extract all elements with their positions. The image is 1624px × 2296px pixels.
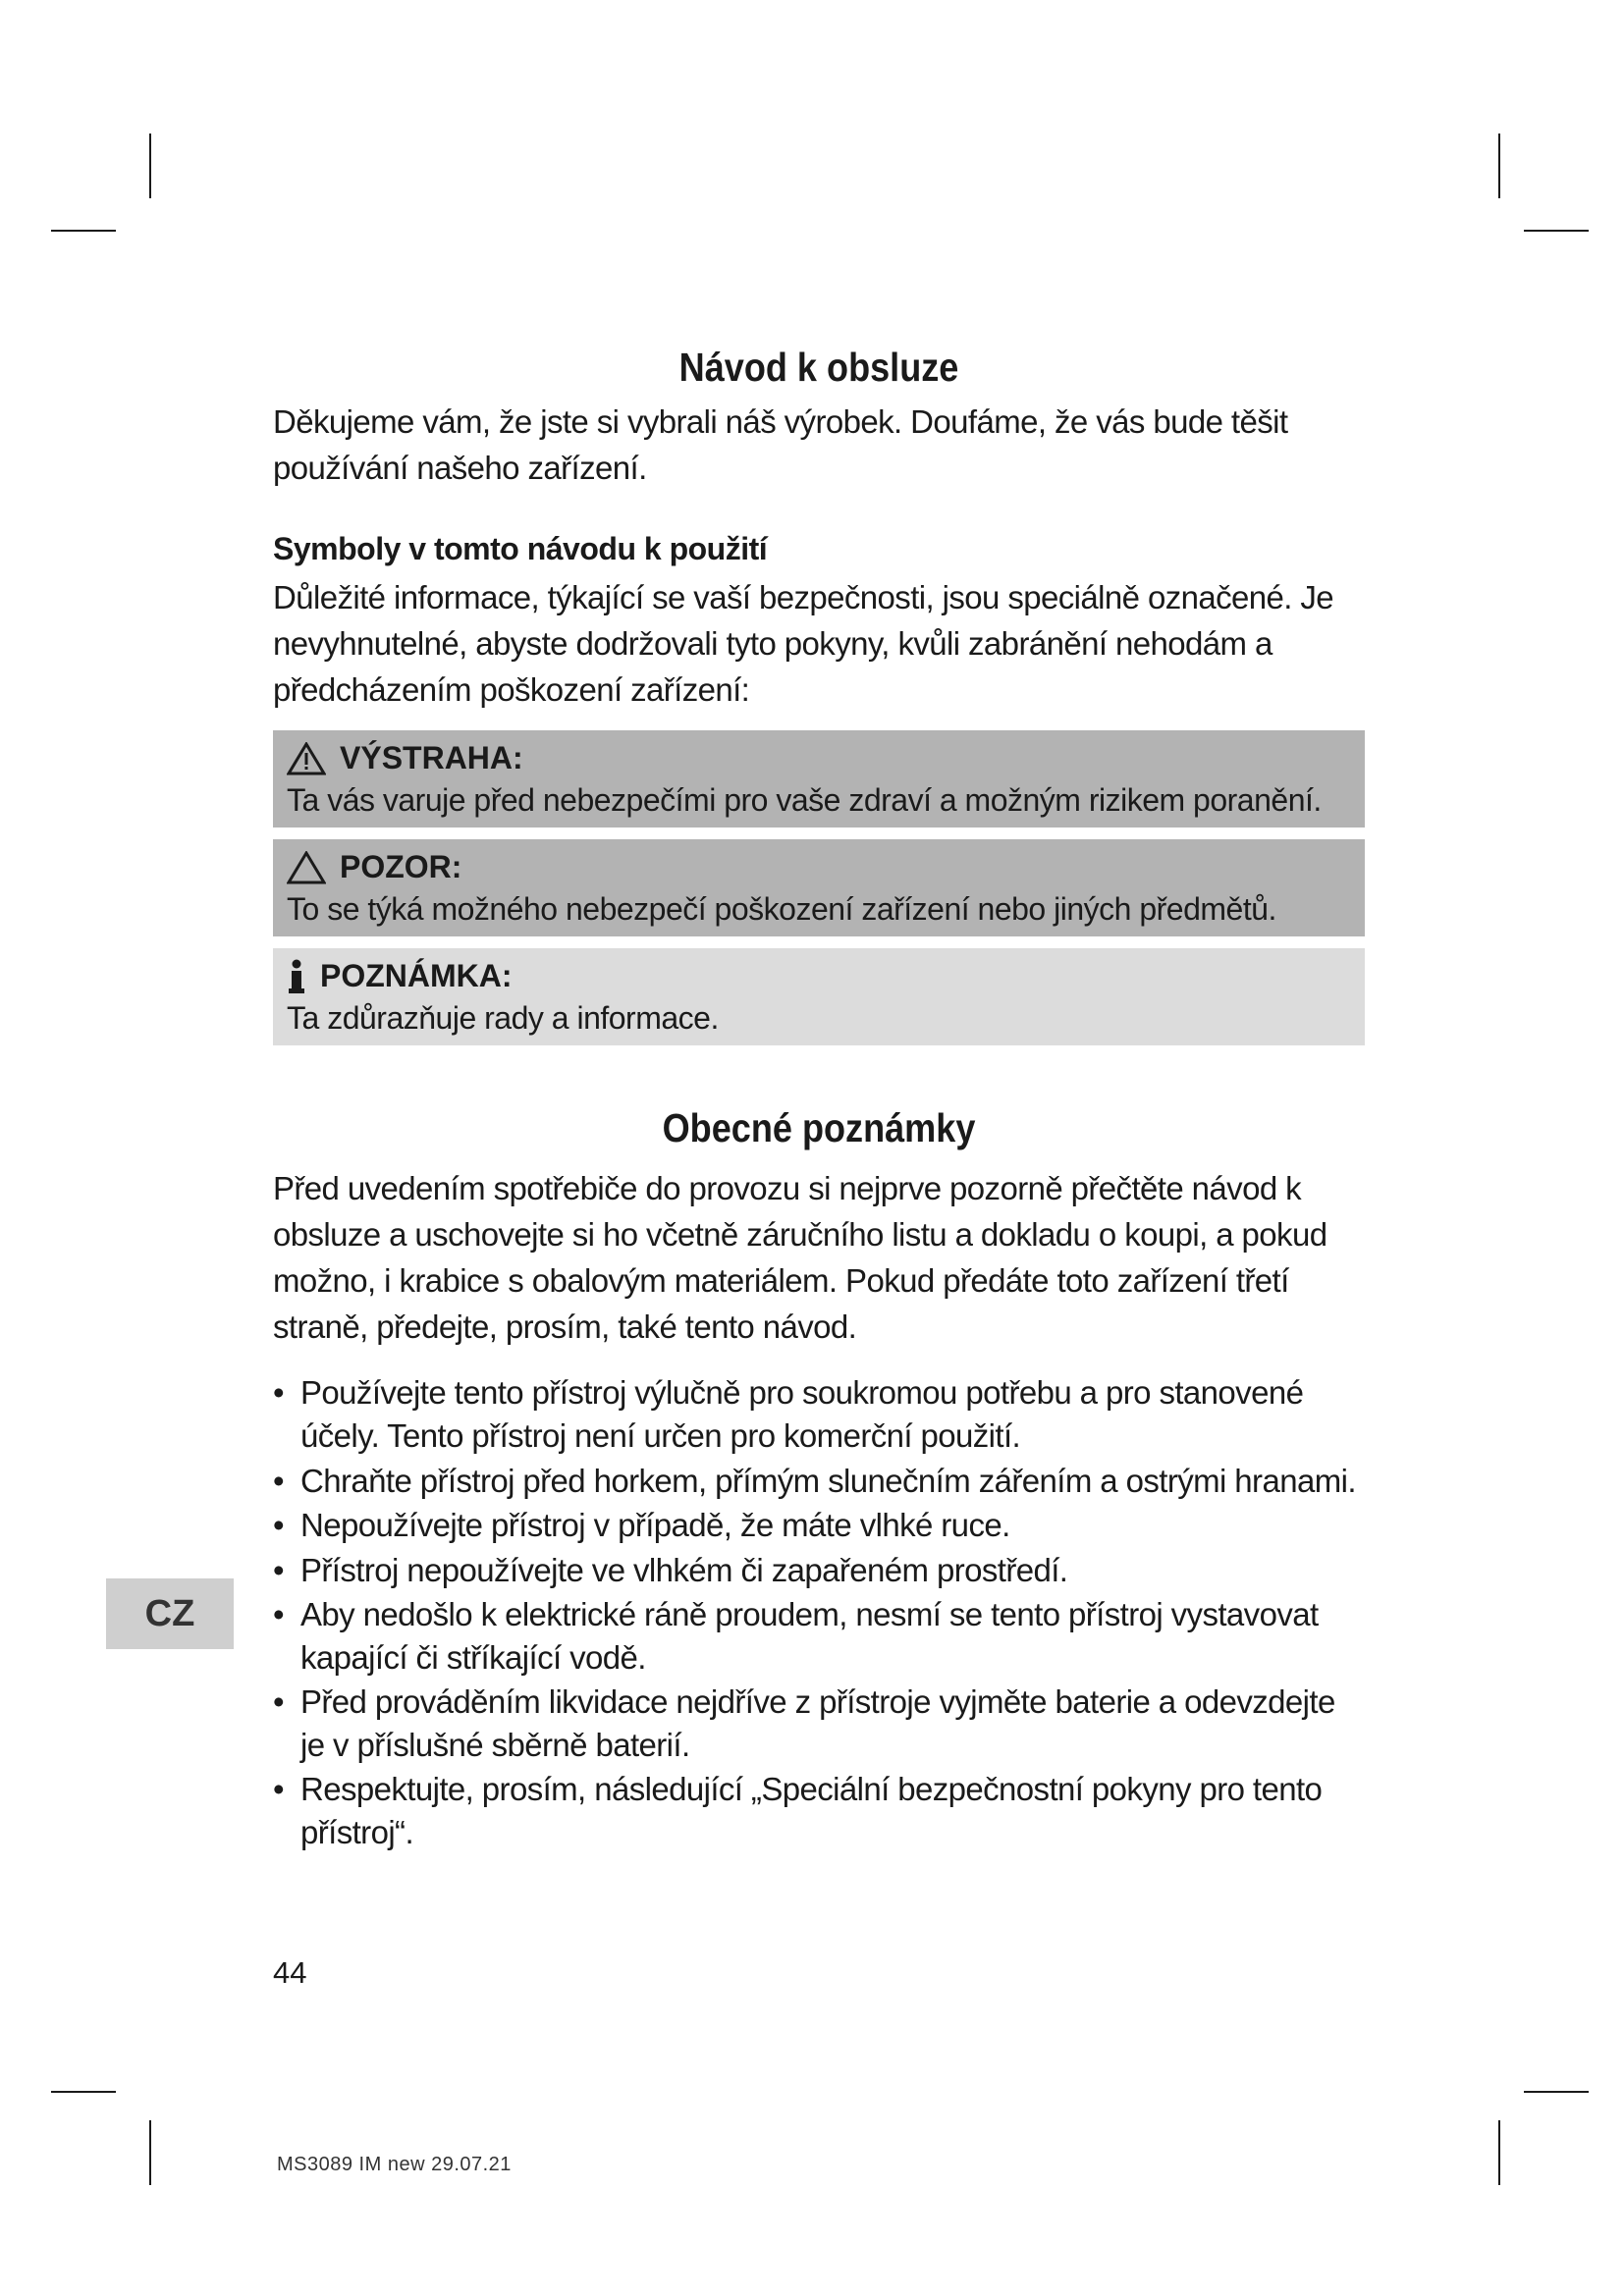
print-footer: MS3089 IM new 29.07.21 [277, 2154, 512, 2175]
note-title: POZNÁMKA: [320, 958, 513, 994]
list-item: • Aby nedošlo k elektrické ráně proudem, nesmí se tento přístroj vystavovat kapající či stříkající vodě. [273, 1596, 1319, 1676]
list-item: • Před prováděním likvidace nejdříve z přístroje vyjměte baterie a odevzdejte je v příslušné sběrně baterií. [273, 1683, 1335, 1763]
warning-title: VÝSTRAHA: [340, 740, 523, 776]
manual-content [273, 344, 1365, 1855]
language-tab: CZ [106, 1578, 234, 1649]
warning-icon [287, 742, 326, 775]
caution-title: POZOR: [340, 849, 462, 885]
list-item: • Používejte tento přístroj výlučně pro soukromou potřebu a pro stanovené účely. Tento přístroj není určen pro komerční použití. [273, 1374, 1304, 1454]
general-intro: Před uvedením spotřebiče do provozu si nejprve pozorně přečtěte návod k obsluze a uschovejte si ho včetně záručního listu a dokladu o koupi, a pokud možno, i krabice s obalovým materiálem. Pokud předáte toto zařízení třetí straně, předejte, prosím, také tento návod. [273, 1170, 1327, 1345]
crop-mark [1524, 230, 1589, 232]
crop-mark [149, 133, 151, 198]
caution-notice [273, 839, 1365, 936]
symbols-heading: Symboly v tomto návodu k použití [273, 530, 768, 566]
page-title: Návod k obsluze [678, 345, 959, 390]
symbols-text: Důležité informace, týkající se vaší bezpečnosti, jsou speciálně označené. Je nevyhnutelné, abyste dodržovali tyto pokyny, kvůli zabránění nehodám a předcházením poškození zařízení: [273, 578, 1334, 708]
crop-mark [51, 230, 116, 232]
crop-mark [51, 2091, 116, 2093]
caution-icon [287, 851, 326, 884]
general-notes-list [273, 1371, 1365, 1853]
general-notes-title: Obecné poznámky [662, 1104, 976, 1150]
crop-mark [1524, 2091, 1589, 2093]
list-item: • Respektujte, prosím, následující „Speciální bezpečnostní pokyny pro tento přístroj“. [273, 1771, 1323, 1850]
note-notice [273, 948, 1365, 1045]
list-item: • Nepoužívejte přístroj v případě, že máte vlhké ruce. [273, 1507, 1010, 1544]
crop-mark [1498, 2120, 1500, 2185]
list-item: • Chraňte přístroj před horkem, přímým slunečním zářením a ostrými hranami. [273, 1462, 1356, 1499]
page-number: 44 [273, 1955, 307, 1990]
list-item: • Přístroj nepoužívejte ve vlhkém či zapařeném prostředí. [273, 1551, 1068, 1588]
intro-text: Děkujeme vám, že jste si vybrali náš výrobek. Doufáme, že vás bude těšit používání našeho zařízení. [273, 403, 1288, 487]
crop-mark [1498, 133, 1500, 198]
caution-text: To se týká možného nebezpečí poškození zařízení nebo jiných předmětů. [287, 890, 1276, 927]
info-icon [287, 959, 306, 994]
crop-mark [149, 2120, 151, 2185]
warning-notice [273, 730, 1365, 828]
note-text: Ta zdůrazňuje rady a informace. [287, 999, 719, 1036]
warning-text: Ta vás varuje před nebezpečími pro vaše zdraví a možným rizikem poranění. [287, 782, 1322, 819]
